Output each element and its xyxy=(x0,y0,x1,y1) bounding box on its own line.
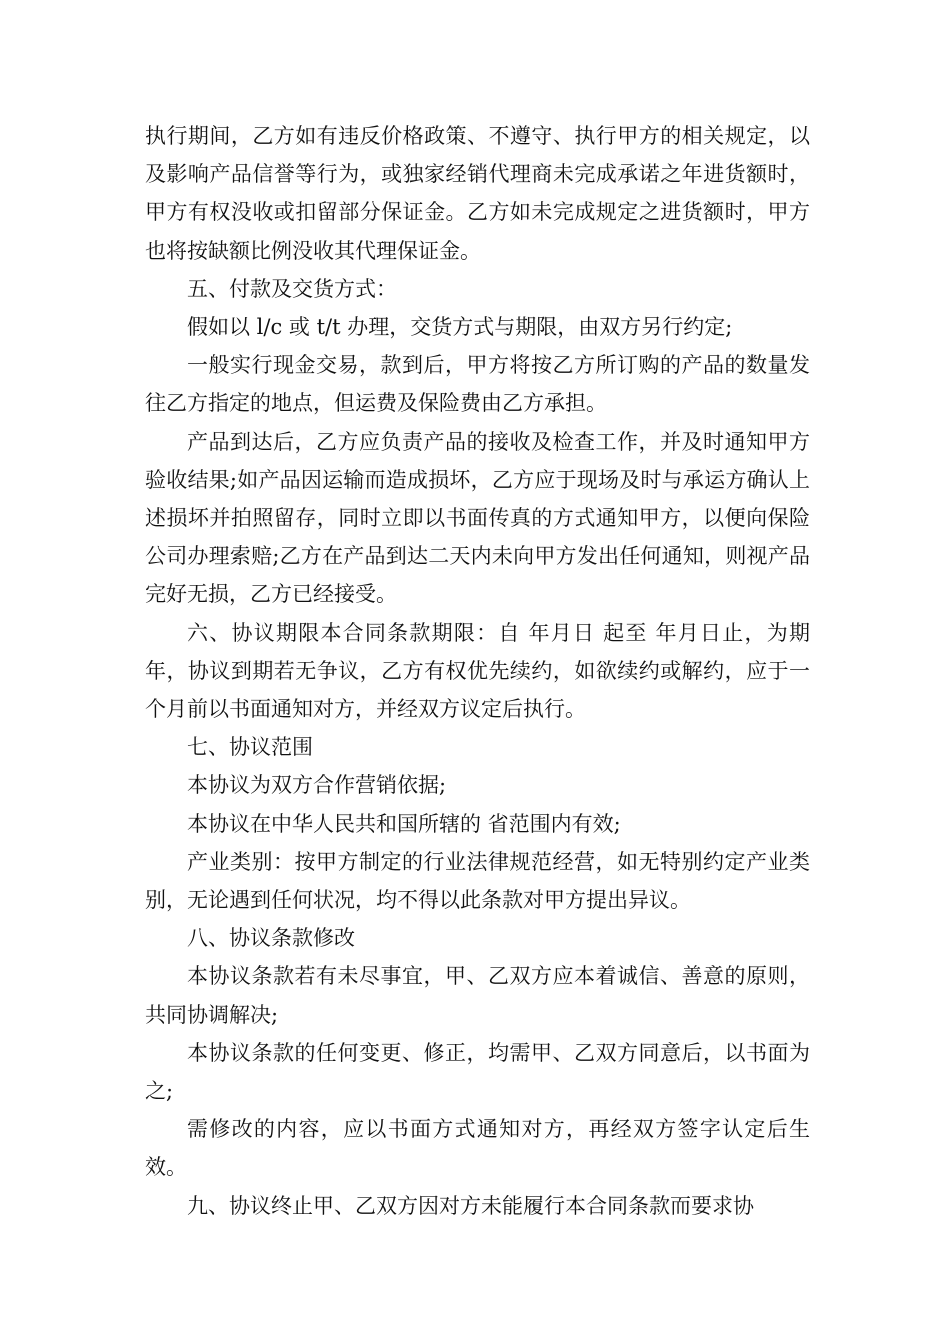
paragraph: 本协议在中华人民共和国所辖的 省范围内有效; xyxy=(187,811,621,836)
document-body xyxy=(145,117,810,1225)
paragraph: 本协议条款的任何变更、修正，均需甲、乙双方同意后，以书面为之; xyxy=(145,1040,810,1104)
paragraph: 一般实行现金交易，款到后，甲方将按乙方所订购的产品的数量发往乙方指定的地点，但运费及保险费由乙方承担。 xyxy=(145,353,810,416)
paragraph: 本协议为双方合作营销依据; xyxy=(187,773,447,798)
section-heading-payment: 五、付款及交货方式： xyxy=(187,276,397,301)
section-heading-termination: 九、协议终止甲、乙双方因对方未能履行本合同条款而要求协 xyxy=(187,1193,754,1218)
paragraph: 产品到达后，乙方应负责产品的接收及检查工作，并及时通知甲方验收结果;如产品因运输而造成损坏，乙方应于现场及时与承运方确认上述损坏并拍照留存，同时立即以书面传真的方式通知甲方，以便向保险公司办理索赔;乙方在产品到达二天内未向甲方发出任何通知，则视产品完好无损，乙方已经接受。 xyxy=(145,429,810,607)
section-heading-term: 六、协议期限本合同条款期限：自 年月日 起至 年月日止，为期年，协议到期若无争议，乙方有权优先续约，如欲续约或解约，应于一个月前以书面通知对方，并经双方议定后执行。 xyxy=(145,620,810,722)
paragraph: 需修改的内容，应以书面方式通知对方，再经双方签字认定后生效。 xyxy=(145,1117,810,1180)
paragraph: 产业类别：按甲方制定的行业法律规范经营，如无特别约定产业类别，无论遇到任何状况，均不得以此条款对甲方提出异议。 xyxy=(145,849,810,913)
paragraph: 本协议条款若有未尽事宜，甲、乙双方应本着诚信、善意的原则，共同协调解决; xyxy=(145,964,810,1027)
paragraph: 执行期间，乙方如有违反价格政策、不遵守、执行甲方的相关规定，以及影响产品信誉等行为，或独家经销代理商未完成承诺之年进货额时，甲方有权没收或扣留部分保证金。乙方如未完成规定之进货额时，甲方也将按缺额比例没收其代理保证金。 xyxy=(145,124,810,263)
paragraph: 假如以 l/c 或 t/t 办理，交货方式与期限，由双方另行约定; xyxy=(187,315,733,340)
section-heading-scope: 七、协议范围 xyxy=(187,735,313,760)
section-heading-amendment: 八、协议条款修改 xyxy=(187,926,355,951)
